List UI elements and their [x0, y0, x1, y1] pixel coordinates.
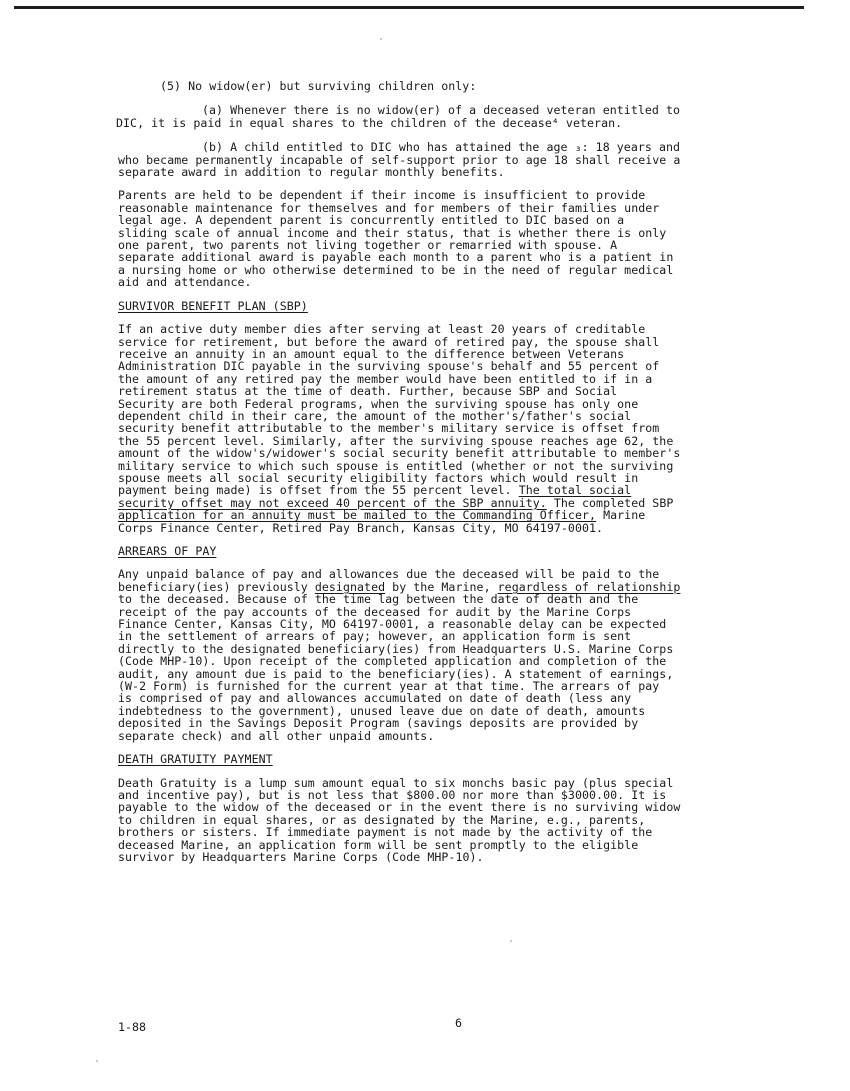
sbp-line: Corps Finance Center, Retired Pay Branch, Kansas City, MO 64197-0001. [118, 520, 604, 535]
item5-a-line1: (a) Whenever there is no widow(er) of a deceased veteran entitled to [202, 103, 681, 118]
arrears-line: separate check) and all other unpaid amounts. [118, 728, 435, 743]
parents-line: a nursing home or who otherwise determined to be in the need of regular medical [118, 262, 674, 277]
sbp-underlined-text: security offset may not exceed 40 percent of the SBP annuity. [118, 495, 547, 510]
gratuity-line: brothers or sisters. If immediate payment is not made by the activity of the [118, 825, 653, 840]
scan-speck [510, 940, 512, 942]
arrears-paragraph [118, 568, 754, 742]
arrears-line: directly to the designated beneficiary(ies) from Headquarters U.S. Marine Corps [118, 641, 674, 656]
sbp-line: security offset may not exceed 40 percent of the SBP annuity. The completed SBP [118, 495, 674, 510]
item5-b-line1: (b) A child entitled to DIC who has attained the age ₃: 18 years and [202, 140, 681, 155]
arrears-line: Finance Center, Kansas City, MO 64197-0001, a reasonable delay can be expected [118, 617, 667, 632]
gratuity-line: Death Gratuity is a lump sum amount equal to six monchs basic pay (plus special [118, 775, 674, 790]
sbp-line: receive an annuity in an amount equal to the difference between Veterans [118, 346, 625, 361]
item5-b-line2: who became permanently incapable of self-support prior to age 18 shall receive a [118, 152, 681, 167]
sbp-line: Administration DIC payable in the surviving spouse's behalf and 55 percent of [118, 359, 660, 374]
scan-speck [380, 38, 382, 40]
arrears-line: Any unpaid balance of pay and allowances due the deceased will be paid to the [118, 567, 660, 582]
arrears-line: beneficiary(ies) previously designated by the Marine, regardless of relationship [118, 579, 681, 594]
sbp-line: the amount of any retired pay the member would have been entitled to if in a [118, 371, 653, 386]
parents-line: one parent, two parents not living together or remarried with spouse. A [118, 238, 618, 253]
item5-b-line3: separate award in addition to regular monthly benefits. [118, 165, 505, 180]
arrears-line: audit, any amount due is paid to the beneficiary(ies). A statement of earnings, [118, 666, 674, 681]
gratuity-line: survivor by Headquarters Marine Corps (Code MHP-10). [118, 849, 484, 864]
gratuity-line: payable to the widow of the deceased or in the event there is no surviving widow [118, 800, 681, 815]
item5-a-line2: DIC, it is paid in equal shares to the children of the decease⁴ veteran. [116, 115, 623, 130]
parents-line: sliding scale of annual income and their status, that is whether there is only [118, 225, 667, 240]
parents-line: aid and attendance. [118, 275, 252, 290]
arrears-line: is comprised of pay and allowances accumulated on date of death (less any [118, 691, 632, 706]
gratuity-line: and incentive pay), but is not less that $800.00 nor more than $3000.00. It is [118, 787, 667, 802]
sbp-paragraph [118, 323, 754, 534]
sbp-underlined-text: application for an annuity must be mailed to the Commanding Officer, [118, 508, 597, 523]
document-body [118, 80, 754, 863]
scan-speck [96, 1060, 98, 1062]
arrears-line: receipt of the pay accounts of the deceased for audit by the Marine Corps [118, 604, 632, 619]
sbp-line: payment being made) is offset from the 55 percent level. The total social [118, 483, 632, 498]
parents-line: separate additional award is payable each month to a parent who is a patient in [118, 250, 674, 265]
sbp-line: Security are both Federal programs, when the surviving spouse has only one [118, 396, 639, 411]
parents-line: reasonable maintenance for themselves and for members of their families under [118, 200, 660, 215]
parents-line: legal age. A dependent parent is concurrently entitled to DIC based on a [118, 213, 625, 228]
parents-line: Parents are held to be dependent if their income is insufficient to provide [118, 188, 646, 203]
arrears-heading: ARREARS OF PAY [118, 544, 217, 558]
footer-date-code: 1-88 [118, 1020, 146, 1034]
arrears-line: deposited in the Savings Deposit Program (savings deposits are provided by [118, 716, 639, 731]
sbp-line: security benefit attributable to the member's military service is offset from [118, 421, 660, 436]
sbp-line: the 55 percent level. Similarly, after the surviving spouse reaches age 62, the [118, 433, 674, 448]
sbp-line: spouse meets all social security eligibility factors which would result in [118, 470, 639, 485]
arrears-line: in the settlement of arrears of pay; however, an application form is sent [118, 629, 632, 644]
sbp-underlined-text: The total social [518, 483, 632, 498]
item5-title-text: (5) No widow(er) but surviving children only: [160, 79, 477, 93]
arrears-underlined-text: regardless of relationship [497, 579, 681, 594]
sbp-line: dependent child in their care, the amount of the mother's/father's social [118, 408, 632, 423]
sbp-line: amount of the widow's/widower's social security benefit attributable to member's [118, 446, 681, 461]
sbp-line: If an active duty member dies after serving at least 20 years of creditable [118, 322, 646, 337]
page-number: 6 [455, 1016, 462, 1030]
top-rule [14, 6, 804, 9]
sbp-line: military service to which such spouse is entitled (whether or not the surviving [118, 458, 674, 473]
arrears-line: indebtedness to the government), unused leave due on date of death, amounts [118, 703, 646, 718]
arrears-line: (W-2 Form) is furnished for the current year at that time. The arrears of pay [118, 679, 660, 694]
parents-paragraph [118, 189, 754, 288]
sbp-heading: SURVIVOR BENEFIT PLAN (SBP) [118, 298, 308, 313]
gratuity-paragraph [118, 777, 754, 864]
gratuity-line: deceased Marine, an application form will be sent promptly to the eligible [118, 837, 639, 852]
arrears-underlined-text: designated [314, 579, 386, 594]
item5-title [118, 80, 754, 92]
arrears-line: to the deceased. Because of the time lag between the date of death and the [118, 592, 639, 607]
gratuity-line: to children in equal shares, or as designated by the Marine, e.g., parents, [118, 812, 646, 827]
sbp-line: application for an annuity must be mailed to the Commanding Officer, Marine [118, 508, 646, 523]
arrears-line: (Code MHP-10). Upon receipt of the completed application and completion of the [118, 654, 667, 669]
gratuity-heading: DEATH GRATUITY PAYMENT [118, 752, 273, 767]
sbp-line: retirement status at the time of death. Further, because SBP and Social [118, 384, 618, 399]
sbp-line: service for retirement, but before the award of retired pay, the spouse shall [118, 334, 660, 349]
